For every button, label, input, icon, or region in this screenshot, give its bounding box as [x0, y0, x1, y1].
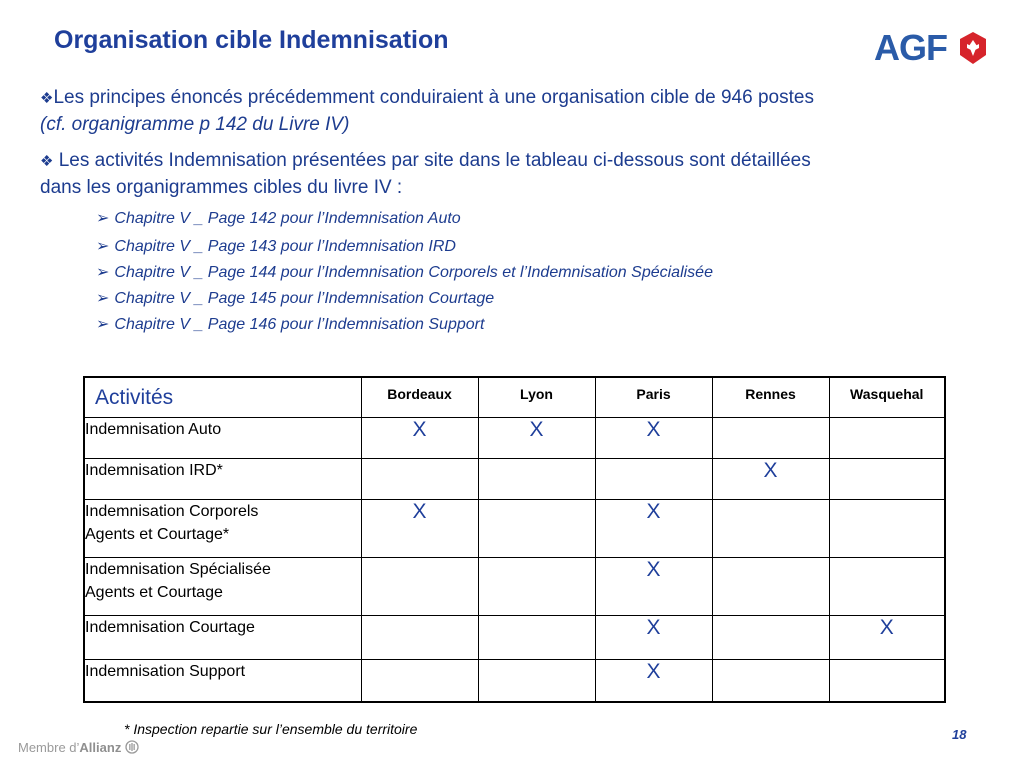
- activities-table: [83, 376, 946, 703]
- cell-mark: X: [829, 615, 945, 659]
- table-row: [84, 659, 945, 702]
- agf-logo-text: AGF: [874, 27, 947, 68]
- membre-prefix: Membre d’: [18, 740, 80, 755]
- cell-mark: [712, 417, 829, 458]
- column-header-activities: Activités: [84, 377, 361, 417]
- paragraph-activities-line2: dans les organigrammes cibles du livre IV :: [40, 177, 403, 198]
- page-number: 18: [952, 727, 967, 742]
- chapter-item: [96, 262, 713, 282]
- row-label-line1: Indemnisation IRD*: [85, 461, 223, 479]
- column-header-rennes: Rennes: [712, 377, 829, 417]
- table-row: [84, 499, 945, 557]
- table-row: [84, 417, 945, 458]
- cell-mark: [712, 557, 829, 615]
- row-label: [84, 557, 361, 615]
- cell-mark: X: [478, 417, 595, 458]
- arrow-bullet-icon: ➢: [96, 238, 110, 255]
- paragraph-principles: [40, 85, 814, 138]
- cell-mark: [361, 659, 478, 702]
- cell-mark: [712, 615, 829, 659]
- column-header-bordeaux: Bordeaux: [361, 377, 478, 417]
- cell-mark: X: [595, 615, 712, 659]
- table-row: [84, 458, 945, 499]
- chapter-item: [96, 288, 494, 308]
- chapter-item: [96, 314, 484, 334]
- allianz-brand: Allianz: [79, 740, 122, 755]
- cell-mark: [829, 499, 945, 557]
- page-title: Organisation cible Indemnisation: [54, 26, 449, 54]
- cell-mark: [712, 659, 829, 702]
- cell-mark: X: [595, 417, 712, 458]
- cell-mark: [478, 557, 595, 615]
- allianz-logo-icon: [125, 740, 139, 754]
- table-row: [84, 615, 945, 659]
- column-header-lyon: Lyon: [478, 377, 595, 417]
- row-label: [84, 659, 361, 702]
- cell-mark: [829, 659, 945, 702]
- cell-mark: X: [361, 499, 478, 557]
- arrow-bullet-icon: ➢: [96, 264, 110, 281]
- row-label-line1: Indemnisation Auto: [85, 420, 222, 438]
- row-label-line1: Indemnisation Courtage: [85, 618, 255, 636]
- diamond-bullet-icon: ❖: [40, 153, 54, 170]
- cell-mark: [478, 615, 595, 659]
- table-row: [84, 557, 945, 615]
- arrow-bullet-icon: ➢: [96, 210, 110, 227]
- footnote: * Inspection repartie sur l’ensemble du territoire: [124, 721, 418, 737]
- cell-mark: [829, 557, 945, 615]
- row-label-line2: Agents et Courtage: [85, 583, 223, 601]
- diamond-bullet-icon: ❖: [40, 90, 54, 107]
- arrow-bullet-icon: ➢: [96, 316, 110, 333]
- cell-mark: X: [595, 557, 712, 615]
- paragraph-activities: [40, 148, 811, 201]
- allianz-member-mark: [18, 740, 139, 755]
- cell-mark: [712, 499, 829, 557]
- cell-mark: X: [361, 417, 478, 458]
- chapter-item-text: Chapitre V _ Page 144 pour l’Indemnisation Corporels et l’Indemnisation Spécialisée: [114, 264, 713, 281]
- row-label: [84, 499, 361, 557]
- cell-mark: [361, 458, 478, 499]
- chapter-item-text: Chapitre V _ Page 143 pour l’Indemnisation IRD: [114, 238, 456, 255]
- row-label-line1: Indemnisation Corporels: [85, 502, 259, 520]
- cell-mark: [595, 458, 712, 499]
- cell-mark: [361, 557, 478, 615]
- cell-mark: [829, 458, 945, 499]
- row-label-line1: Indemnisation Spécialisée: [85, 560, 271, 578]
- row-label: [84, 458, 361, 499]
- row-label-line1: Indemnisation Support: [85, 662, 246, 680]
- cell-mark: [478, 659, 595, 702]
- cell-mark: [361, 615, 478, 659]
- cell-mark: [478, 458, 595, 499]
- agf-badge-icon: [958, 31, 988, 65]
- cell-mark: X: [595, 659, 712, 702]
- chapter-item-text: Chapitre V _ Page 142 pour l’Indemnisation Auto: [114, 210, 461, 227]
- cell-mark: [478, 499, 595, 557]
- cell-mark: X: [595, 499, 712, 557]
- paragraph-activities-line1: Les activités Indemnisation présentées par site dans le tableau ci-dessous sont détaillées: [53, 150, 811, 171]
- row-label-line2: Agents et Courtage*: [85, 525, 230, 543]
- row-label: [84, 615, 361, 659]
- row-label: [84, 417, 361, 458]
- chapter-item: [96, 208, 461, 228]
- chapter-item-text: Chapitre V _ Page 145 pour l’Indemnisation Courtage: [114, 290, 495, 307]
- paragraph-principles-line2: (cf. organigramme p 142 du Livre IV): [40, 114, 350, 135]
- chapter-item-text: Chapitre V _ Page 146 pour l’Indemnisation Support: [114, 316, 485, 333]
- table-header-row: [84, 377, 945, 417]
- column-header-wasquehal: Wasquehal: [829, 377, 945, 417]
- cell-mark: X: [712, 458, 829, 499]
- paragraph-principles-line1: Les principes énoncés précédemment conduiraient à une organisation cible de 946 postes: [53, 87, 814, 108]
- chapter-item: [96, 236, 456, 256]
- agf-logo: [874, 28, 986, 68]
- cell-mark: [829, 417, 945, 458]
- column-header-paris: Paris: [595, 377, 712, 417]
- arrow-bullet-icon: ➢: [96, 290, 110, 307]
